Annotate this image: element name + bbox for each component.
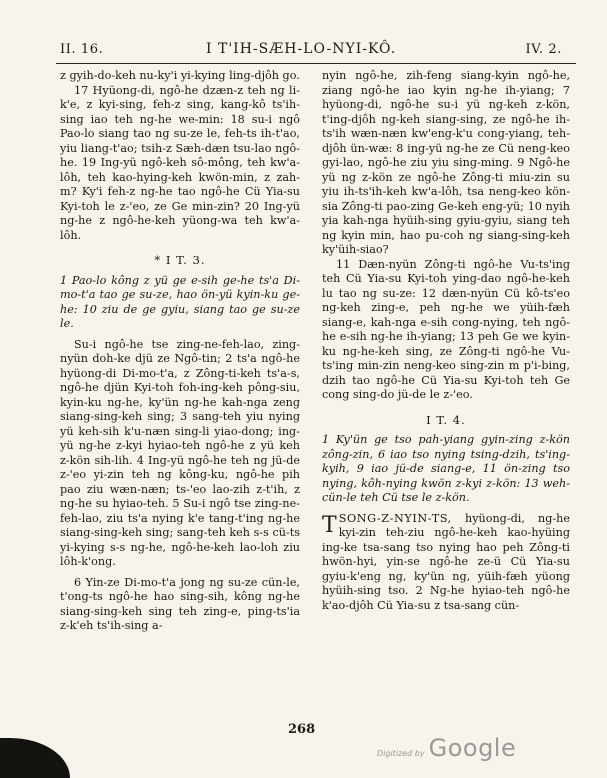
running-header [56,38,576,64]
header-left: II. 16. [60,42,104,57]
chapter-summary-4: 1 Ky'ün ge tso pah-yiang gyin-zing z-kön zông-zin, 6 iao tso nying tsing-dzih, ts'ing-kyih, 9 iao jü-de siang-e, 11 ön-zing tso nying, kôh-nying kwön z-kyi z-kön: 13 weh-cün-le teh Cü tse le z-kön. [322,433,570,504]
left-column [60,69,300,634]
header-rule [56,63,576,64]
digitized-watermark [377,734,516,762]
left-paragraph-4: 6 Yin-ze Di-mo-t'a jong ng su-ze cün-le, t'ong-ts ngô-he hao sing-sih, kông ng-he siang-sing-keh sing teh zing-e, ping-ts'ia z-k'eh ts'ih-sing a- [60,575,300,632]
chapter-summary-3: 1 Pao-lo kông z yü ge e-sih ge-he ts'a Di-mo-t'a tao ge su-ze, hao ön-yü kyin-ku ge-he: 10 ziu de ge gyiu, siang tao ge su-ze le. [60,273,300,330]
header-title: I T'IH-SÆH-LO-NYI-KÔ. [206,41,397,57]
right-paragraph-2: 11 Dæn-nyün Zông-ti ngô-he Vu-ts'ing teh Cü Yia-su Kyi-toh ying-dao ngô-he-keh lu tao ng su-ze: 12 dæn-nyün Cü kô-ts'eo ng-keh zing-e, peh ng-he we yüih-fæh siang-e, kah-nga e-sih cong-nying, teh ngô-he e-sih ng-he ih-yiang; 13 peh Ge we kyin-ku ng-he-keh sing, ze Zông-ti ngô-he Vu-ts'ing min-zin neng-keo sing-zin m p'i-bing, dzih tao ngô-he Cü Yia-su Kyi-toh teh Ge cong sing-do jü-de le z-'eo. [322,257,570,401]
header-right: IV. 2. [525,42,562,57]
right-paragraph-1: nyin ngô-he, zih-feng siang-kyin ngô-he, ziang ngô-he iao kyin ng-he ih-yiang; 7 hyüong-di, ngô-he su-i yü ng-keh z-kön, t'ing-djôh ng-keh siang-sing, ze ngô-he ih-ts'ih wæn-næn kw'eng-k'u cong-yiang, teh-djôh ün-wæ: 8 ing-yü ng-he ze Cü neng-keo gyi-lao, ngô-he ziu yiu sing-ming. 9 Ngô-he yü ng z-kön ze ngô-he Zông-ti miu-zin su yiu ih-ts'ih-keh kw'a-lôh, tsa neng-keo kön-sia Zông-ti pao-zing Ge-keh eng-yü; 10 nyih yia kah-nga hyüih-sing gyiu-gyiu, siang teh ng kyin min, hao pu-coh ng siang-sing-keh ky'üih-siao? [322,69,570,256]
chapter-heading-3: * I T. 3. [154,253,206,267]
left-paragraph-2: 17 Hyüong-di, ngô-he dzæn-z teh ng li-k'e, z kyi-sing, feh-z sing, kang-kô ts'ih-sing iao teh ng-he we-min: 18 su-i ngô Pao-lo siang tao ng su-ze le, feh-ts ih-t'ao, yiu liang-t'ao; tsih-z Sæh-dæn tsu-lao ngô-he. 19 Ing-yü ngô-keh sô-mông, teh kw'a-lôh, teh kao-hying-keh kwön-min, z zah-m? Ky'i feh-z ng-he tao ngô-he Cü Yia-su Kyi-toh le z-'eo, ze Ge min-zin? 20 Ing-yü ng-he z ngô-he-keh yüong-wa teh kw'a-lôh. [60,83,300,242]
left-paragraph-3: Su-i ngô-he tse zing-ne-feh-lao, zing-nyün doh-ke djü ze Ngô-tin; 2 ts'a ngô-he hyüong-di Di-mo-t'a, z Zông-ti-keh ts'a-s, ngô-he djün Kyi-toh foh-ing-keh pông-siu, kyin-ku ng-he, ky'ün ng-he kah-nga zeng siang-sing-keh sing; 3 sang-teh yiu nying yü keh-sih k'u-næn sing-li yiao-dong; ing-yü ng-he z-kyi hyiao-teh ngô-he z yü keh z-kön sih-lih. 4 Ing-yü ngô-he teh ng jü-de z-'eo yi-zin teh ng kông-ku, ngô-he pih pao ziu wæn-næn; ts-'eo lao-zih z-t'ih, z ng-he su hyiao-teh. 5 Su-i ngô tse zing-ne-feh-lao, ziu ts'a nying k'e tang-t'ing ng-he siang-sing-keh sing; sang-teh keh s-s cü-ts yi-kying s-s ng-he, ngô-he-keh lao-loh ziu lôh-k'ong. [60,337,300,568]
drop-cap: T [322,512,337,538]
left-paragraph-1: z gyih-do-keh nu-ky'i yi-kying ling-djôh go. [60,69,300,82]
opening-small-caps: SONG-Z-NYIN-TS, [338,511,452,525]
digitized-prefix: Digitized by [377,749,425,758]
right-paragraph-3 [322,512,570,614]
right-column [322,69,570,613]
right-paragraph-3-text: hyüong-di, ng-he kyi-zin teh-ziu ngô-he-keh kao-hyüing ing-ke tsa-sang tso nying hao peh Zông-ti hwön-hyi, yin-se ngô-he ze-ü Cü Yia-su gyiu-k'eng ng, ky'ün ng, yüih-fæh yüong hyüih-sing tso. 2 Ng-he hyiao-teh ngô-he k'ao-djôh Cü Yia-su z tsa-sang cün- [322,511,570,612]
chapter-heading-4: I T. 4. [426,412,466,427]
google-logo: Google [428,734,517,762]
scan-corner-shadow [0,738,70,778]
page-number: 268 [288,722,316,737]
